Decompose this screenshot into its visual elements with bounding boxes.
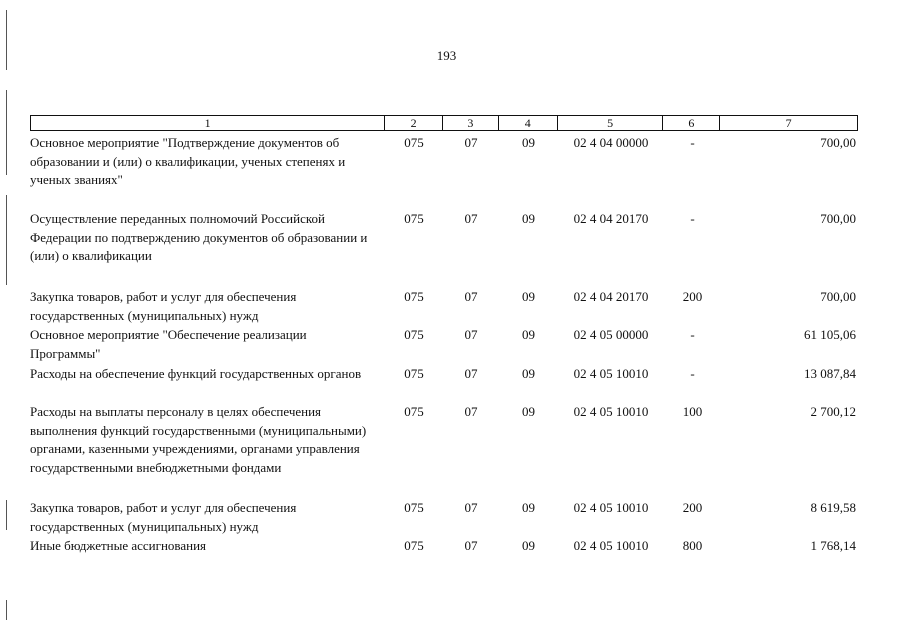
row-name: Иные бюджетные ассигнования: [30, 538, 207, 553]
header-col-2: 2: [385, 116, 443, 130]
scan-margin-mark: [6, 500, 7, 530]
row-expense-type: 100: [682, 404, 703, 419]
row-amount: 61 105,06: [804, 327, 856, 342]
header-col-4: 4: [499, 116, 558, 130]
row-ministry-code: 075: [404, 500, 424, 515]
row-amount: 700,00: [820, 211, 856, 226]
row-ministry-code: 075: [404, 289, 424, 304]
row-section: 07: [464, 538, 478, 553]
row-amount: 8 619,58: [810, 500, 856, 515]
row-name: Закупка товаров, работ и услуг для обеспечения государственных (муниципальных) нужд: [30, 500, 297, 534]
row-amount: 2 700,12: [810, 404, 856, 419]
row-ministry-code: 075: [404, 404, 424, 419]
row-amount: 13 087,84: [804, 366, 856, 381]
header-col-6: 6: [663, 116, 720, 130]
table-row: [30, 210, 858, 266]
row-subsection: 09: [522, 135, 535, 150]
row-subsection: 09: [522, 211, 535, 226]
row-section: 07: [464, 500, 478, 515]
row-section: 07: [464, 135, 478, 150]
row-name: Основное мероприятие "Подтверждение документов об образовании и (или) о квалификации, ученых степенях и ученых званиях": [30, 135, 346, 187]
row-expense-type: 200: [682, 289, 703, 304]
row-expense-type: -: [690, 135, 695, 150]
row-target-article: 02 4 05 10010: [573, 538, 649, 553]
row-target-article: 02 4 05 10010: [573, 500, 649, 515]
row-expense-type: -: [690, 211, 695, 226]
row-section: 07: [464, 366, 478, 381]
row-target-article: 02 4 05 10010: [573, 404, 649, 419]
header-col-1: 1: [31, 116, 385, 130]
row-subsection: 09: [522, 404, 535, 419]
table-header-row: [30, 115, 858, 131]
header-col-3: 3: [443, 116, 499, 130]
row-ministry-code: 075: [404, 135, 424, 150]
table-row: [30, 134, 858, 190]
row-expense-type: -: [690, 366, 695, 381]
row-target-article: 02 4 05 00000: [573, 327, 649, 342]
row-target-article: 02 4 05 10010: [573, 366, 649, 381]
row-amount: 700,00: [820, 135, 856, 150]
scan-margin-mark: [6, 90, 7, 175]
row-subsection: 09: [522, 500, 535, 515]
row-name: Расходы на выплаты персоналу в целях обеспечения выполнения функций государственными (муниципальными) органами, казенными учреждениями, органами управления государственными внебюджетными фондами: [30, 404, 367, 475]
row-ministry-code: 075: [404, 211, 424, 226]
row-amount: 700,00: [820, 289, 856, 304]
row-section: 07: [464, 327, 478, 342]
row-subsection: 09: [522, 289, 535, 304]
row-expense-type: -: [690, 327, 695, 342]
table-row: [30, 403, 858, 477]
row-expense-type: 200: [682, 500, 703, 515]
row-section: 07: [464, 289, 478, 304]
table-row: [30, 499, 858, 536]
row-target-article: 02 4 04 20170: [573, 289, 649, 304]
row-expense-type: 800: [682, 538, 703, 553]
row-target-article: 02 4 04 20170: [573, 211, 649, 226]
page-number: 193: [436, 48, 457, 63]
header-col-7: 7: [785, 116, 792, 130]
scan-margin-mark: [6, 600, 7, 620]
row-name: Осуществление переданных полномочий Российской Федерации по подтверждению документов об образовании и (или) о квалификации: [30, 211, 368, 263]
row-subsection: 09: [522, 327, 535, 342]
row-subsection: 09: [522, 366, 535, 381]
table-row: [30, 326, 858, 363]
row-subsection: 09: [522, 538, 535, 553]
row-section: 07: [464, 211, 478, 226]
header-col-5: 5: [558, 116, 664, 130]
row-amount: 1 768,14: [810, 538, 856, 553]
scan-margin-mark: [6, 195, 7, 285]
row-target-article: 02 4 04 00000: [573, 135, 649, 150]
row-name: Закупка товаров, работ и услуг для обеспечения государственных (муниципальных) нужд: [30, 289, 297, 323]
row-ministry-code: 075: [404, 327, 424, 342]
table-row: [30, 365, 858, 384]
table-row: [30, 537, 858, 556]
row-ministry-code: 075: [404, 538, 424, 553]
table-row: [30, 288, 858, 325]
row-name: Основное мероприятие "Обеспечение реализации Программы": [30, 327, 307, 361]
row-name: Расходы на обеспечение функций государственных органов: [30, 366, 362, 381]
row-section: 07: [464, 404, 478, 419]
row-ministry-code: 075: [404, 366, 424, 381]
